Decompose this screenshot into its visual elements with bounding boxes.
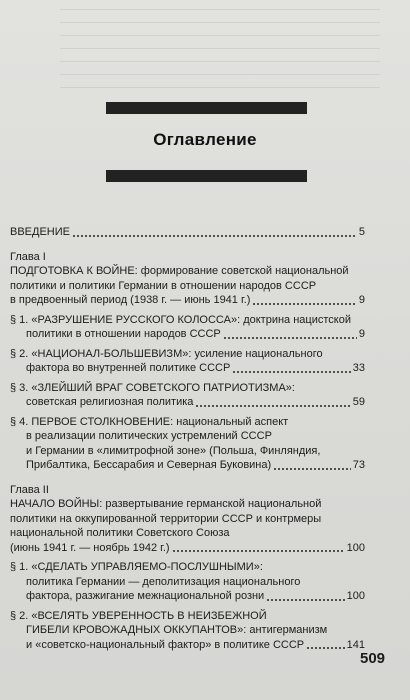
- bleed-through-texture: [60, 8, 380, 88]
- toc-section[interactable]: [10, 313, 365, 342]
- toc-section[interactable]: [10, 609, 365, 653]
- toc-page-number: 141: [346, 638, 365, 651]
- section-title-last-line: [26, 327, 365, 342]
- toc-page-number: 9: [358, 328, 365, 340]
- toc-page-number: 73: [352, 459, 365, 471]
- chapter-title-last-line: [10, 293, 365, 308]
- chapter-title-line: НАЧАЛО ВОЙНЫ: развертывание германской национальной: [10, 498, 322, 510]
- toc-section[interactable]: [10, 560, 365, 604]
- chapter-title-last-line: [10, 541, 365, 556]
- chapter-title-line: (июнь 1941 г. — ноябрь 1942 г.): [10, 541, 170, 554]
- chapter-list: [10, 250, 365, 653]
- section-title-line: § 4. ПЕРВОЕ СТОЛКНОВЕНИЕ: национальный аспект: [10, 415, 289, 428]
- section-title-last-line: [26, 395, 365, 410]
- heading-bottom-rule: [106, 170, 307, 182]
- section-title-line: § 3. «ЗЛЕЙШИЙ ВРАГ СОВЕТСКОГО ПАТРИОТИЗМА»:: [10, 381, 295, 394]
- toc-chapter[interactable]: [10, 483, 365, 653]
- section-title-line: политика Германии — деполитизация национального: [26, 575, 301, 588]
- chapter-title-line: в предвоенный период (1938 г. — июнь 1941 г.): [10, 294, 251, 306]
- section-title-line: Прибалтика, Бессарабия и Северная Буковина): [26, 459, 272, 471]
- section-title-line: в реализации политических устремлений СССР: [26, 430, 272, 442]
- section-title-last-line: [26, 458, 365, 473]
- toc-page-number: 59: [352, 396, 365, 408]
- section-title-line: и «советско-национальный фактор» в политике СССР: [26, 638, 305, 651]
- page-number: 509: [360, 650, 386, 667]
- dot-leader: [72, 235, 357, 237]
- section-title-last-line: [26, 589, 365, 604]
- dot-leader: [232, 371, 350, 373]
- page-title: Оглавление: [153, 130, 257, 149]
- toc-page-number: 33: [352, 362, 365, 374]
- section-title-line: § 2. «НАЦИОНАЛ-БОЛЬШЕВИЗМ»: усиление национального: [10, 347, 323, 360]
- section-title-line: политики в отношении народов СССР: [26, 328, 221, 340]
- toc-section[interactable]: [10, 347, 365, 376]
- toc-page-number: 5: [358, 226, 365, 238]
- chapter-title-line: политики и политики Германии в отношении народов СССР: [10, 279, 317, 292]
- dot-leader: [252, 303, 357, 305]
- section-title-line: фактора во внутренней политике СССР: [26, 362, 231, 374]
- chapter-title-line: национальной политики Советского Союза: [10, 527, 230, 539]
- dot-leader: [223, 337, 357, 339]
- section-title-line: и Германии в «лимитрофной зоне» (Польша, Финляндия,: [26, 444, 321, 457]
- section-title-last-line: [26, 638, 365, 653]
- section-title-line: ГИБЕЛИ КРОВОЖАДНЫХ ОККУПАНТОВ»: антигерманизм: [26, 624, 328, 636]
- section-title-line: § 2. «ВСЕЛЯТЬ УВЕРЕННОСТЬ В НЕИЗБЕЖНОЙ: [10, 609, 267, 622]
- toc-chapter[interactable]: [10, 250, 365, 473]
- toc-entry-label: ВВЕДЕНИЕ: [10, 226, 70, 238]
- toc-page-number: 100: [346, 541, 365, 554]
- dot-leader: [273, 468, 351, 470]
- toc-section[interactable]: [10, 415, 365, 473]
- chapter-title-line: ПОДГОТОВКА К ВОЙНЕ: формирование советской национальной: [10, 265, 349, 277]
- chapter-label: Глава II: [10, 483, 49, 496]
- section-title-last-line: [26, 361, 365, 376]
- section-title-line: фактора, разжигание межнациональной розни: [26, 590, 265, 602]
- toc-page-number: 100: [346, 590, 365, 602]
- dot-leader: [172, 550, 345, 552]
- heading-top-rule: [106, 102, 307, 114]
- chapter-title-line: политики на оккупированной территории СССР и контрмеры: [10, 512, 322, 525]
- section-title-line: советская религиозная политика: [26, 396, 194, 408]
- section-title-line: § 1. «РАЗРУШЕНИЕ РУССКОГО КОЛОССА»: доктрина нацистской: [10, 313, 351, 326]
- dot-leader: [306, 647, 345, 649]
- toc-section[interactable]: [10, 381, 365, 410]
- dot-leader: [195, 405, 350, 407]
- dot-leader: [266, 599, 344, 601]
- table-of-contents: [10, 225, 365, 652]
- toc-page-number: 9: [358, 294, 365, 306]
- section-title-line: § 1. «СДЕЛАТЬ УПРАВЛЯЕМО-ПОСЛУШНЫМИ»:: [10, 561, 263, 573]
- chapter-label: Глава I: [10, 250, 46, 263]
- toc-entry-intro[interactable]: [10, 225, 365, 240]
